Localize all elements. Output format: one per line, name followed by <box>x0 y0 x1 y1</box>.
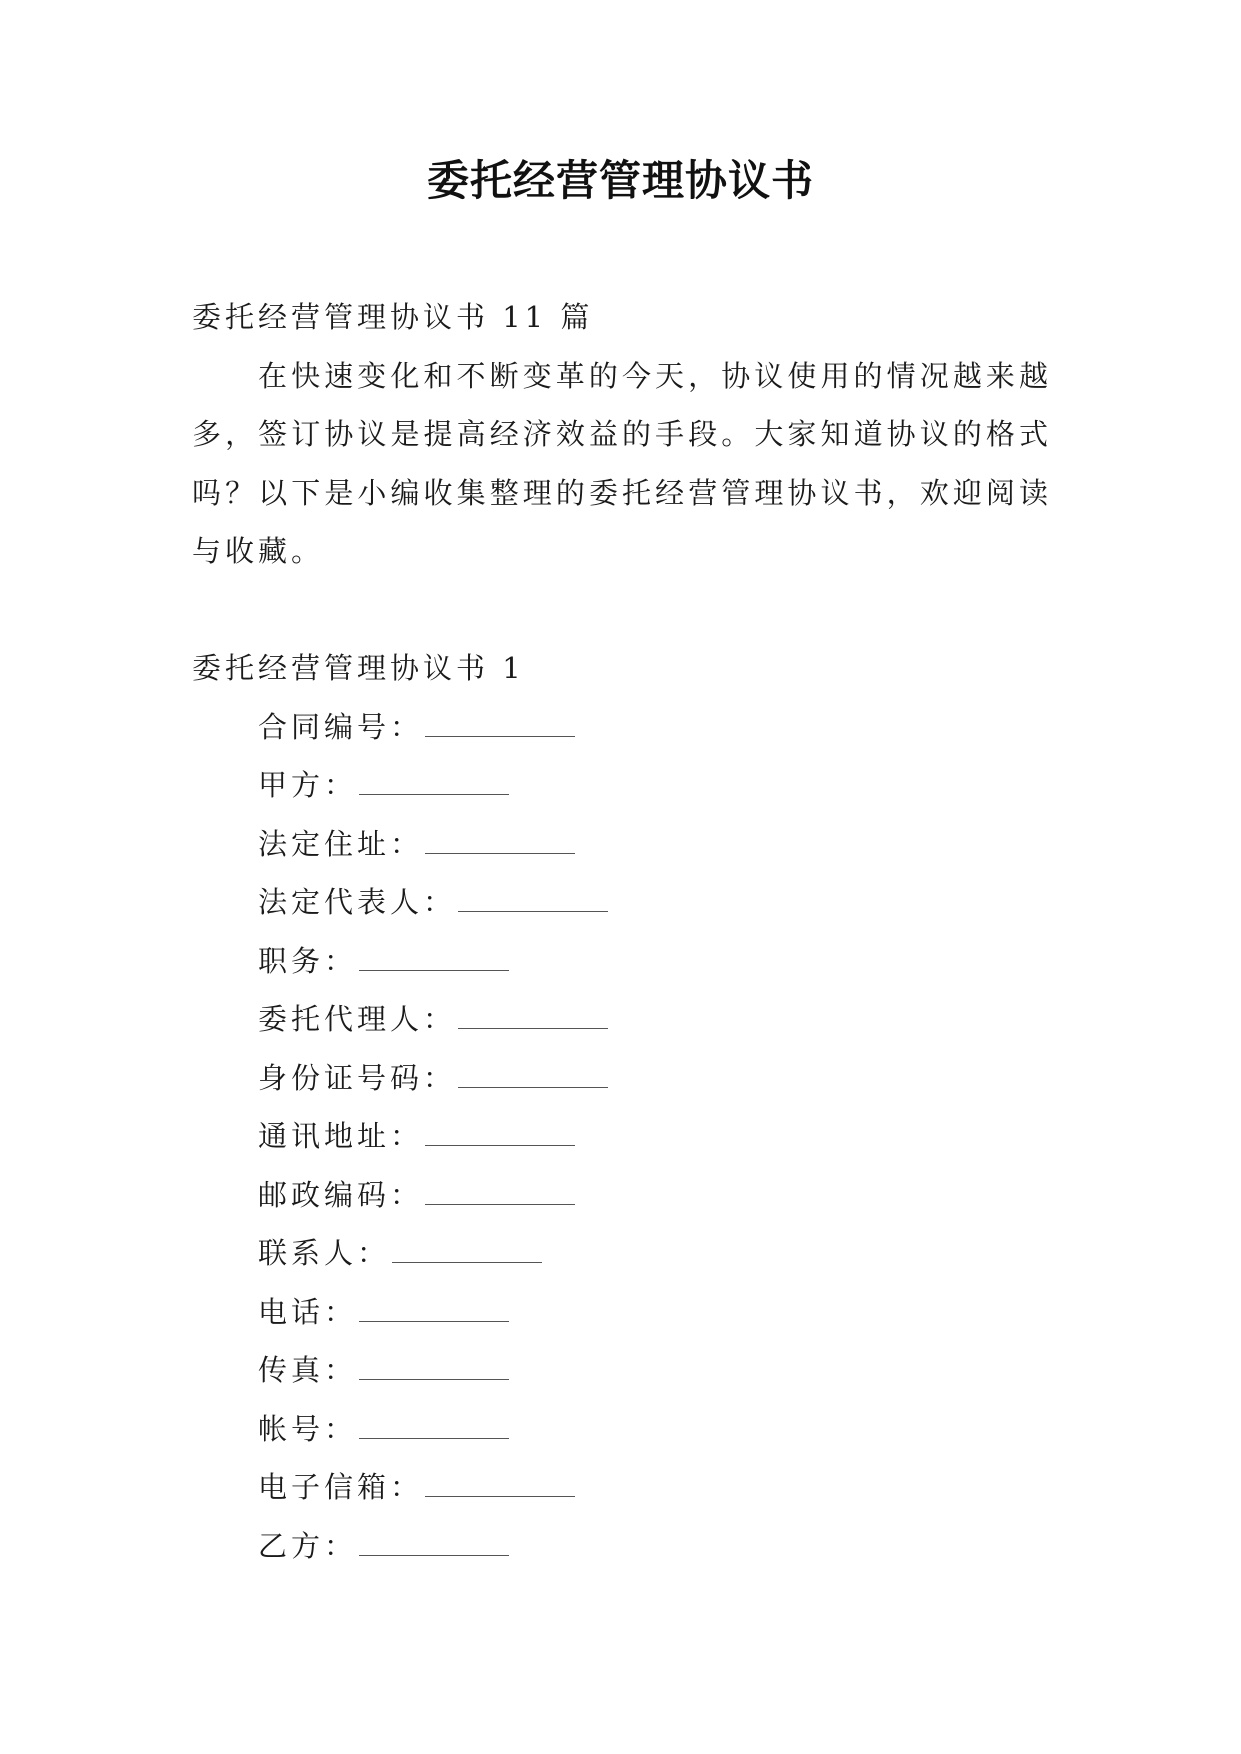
blank-line <box>458 1004 608 1029</box>
blank-line <box>359 946 509 971</box>
blank-line <box>458 887 608 912</box>
blank-line <box>359 1355 509 1380</box>
field-label: 委托代理人： <box>258 1002 457 1036</box>
field-contact-person <box>192 1224 1052 1283</box>
field-label: 电子信箱： <box>258 1470 424 1504</box>
field-label: 帐号： <box>258 1411 358 1446</box>
document-subtitle: 委托经营管理协议书 11 篇 <box>192 300 594 334</box>
field-label: 法定代表人： <box>258 885 457 919</box>
blank-line <box>425 1121 575 1146</box>
field-label: 邮政编码： <box>258 1177 424 1212</box>
field-legal-address <box>192 815 1052 874</box>
field-email <box>192 1458 1052 1517</box>
field-mailing-address <box>192 1107 1052 1166</box>
intro-paragraph: 在快速变化和不断变革的今天，协议使用的情况越来越多，签订协议是提高经济效益的手段。大家知道协议的格式吗？以下是小编收集整理的委托经营管理协议书，欢迎阅读与收藏。 <box>192 358 1052 568</box>
field-label: 甲方： <box>258 768 358 802</box>
field-postal-code <box>192 1166 1052 1225</box>
blank-line <box>425 829 575 854</box>
field-label: 乙方： <box>258 1528 358 1563</box>
blank-line <box>359 770 509 795</box>
blank-line <box>392 1238 542 1263</box>
blank-line <box>458 1063 608 1088</box>
field-id-number <box>192 1049 1052 1108</box>
document-title: 委托经营管理协议书 <box>426 156 814 205</box>
field-authorized-agent <box>192 990 1052 1049</box>
document-body <box>192 288 1052 1575</box>
field-label: 传真： <box>258 1353 358 1387</box>
field-label: 法定住址： <box>258 826 424 861</box>
field-label: 电话： <box>258 1294 358 1329</box>
field-label: 联系人： <box>258 1236 391 1270</box>
field-label: 职务： <box>258 943 358 978</box>
blank-line <box>359 1531 509 1556</box>
field-account <box>192 1400 1052 1459</box>
blank-line <box>425 1472 575 1497</box>
field-phone <box>192 1283 1052 1342</box>
blank-line <box>425 712 575 737</box>
field-contract-number <box>192 698 1052 757</box>
blank-line <box>425 1180 575 1205</box>
blank-line <box>359 1297 509 1322</box>
field-label: 身份证号码： <box>258 1060 457 1095</box>
field-position <box>192 932 1052 991</box>
field-legal-representative <box>192 873 1052 932</box>
paragraph-spacer <box>192 581 1052 640</box>
field-fax <box>192 1341 1052 1400</box>
blank-line <box>359 1414 509 1439</box>
field-label: 通讯地址： <box>258 1119 424 1153</box>
field-party-a <box>192 756 1052 815</box>
field-label: 合同编号： <box>258 709 424 744</box>
section-title: 委托经营管理协议书 1 <box>192 651 525 685</box>
field-party-b <box>192 1517 1052 1576</box>
